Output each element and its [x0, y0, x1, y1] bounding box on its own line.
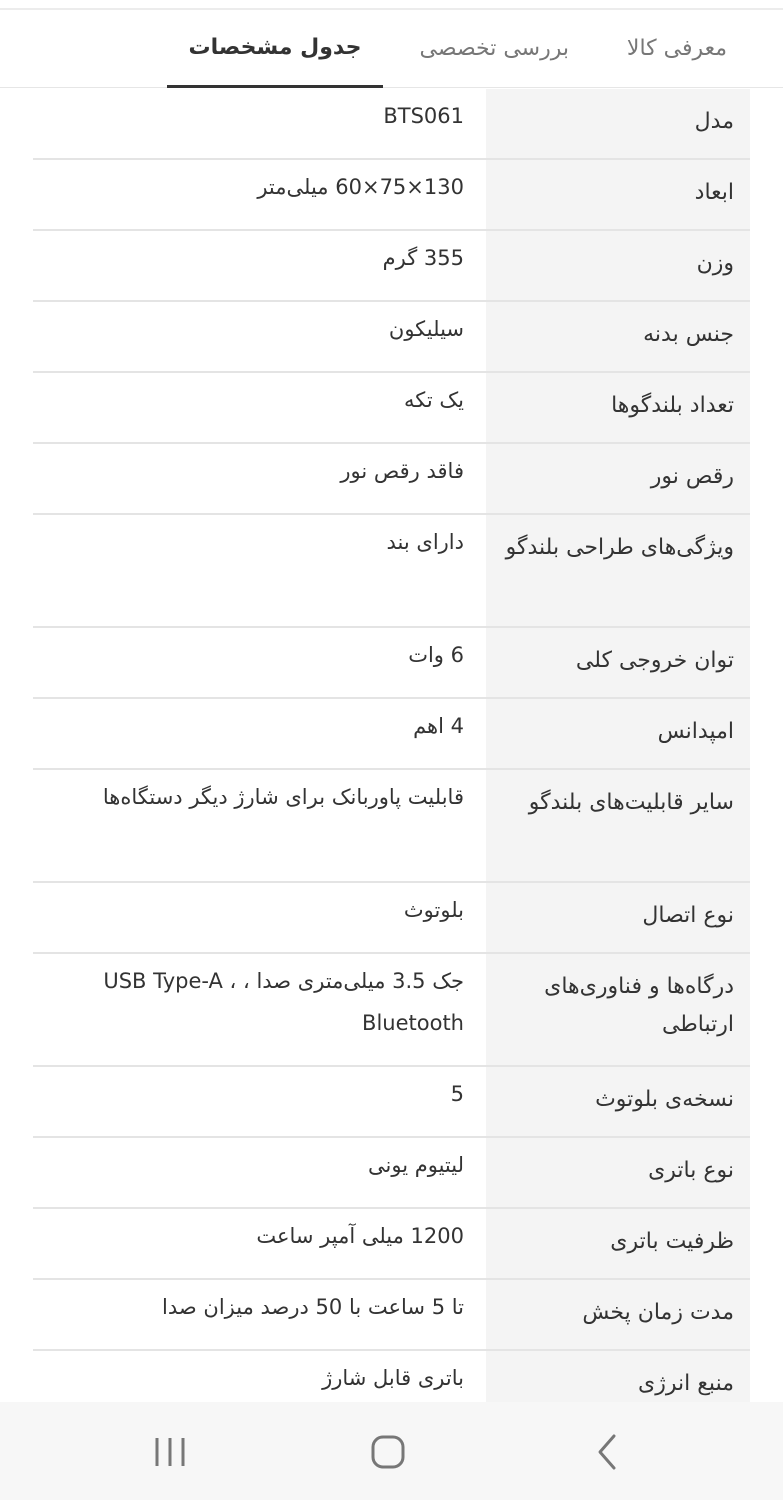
spec-label: ظرفیت باتری: [486, 1209, 750, 1278]
spec-row: [33, 1280, 750, 1351]
spec-label: توان خروجی کلی: [486, 628, 750, 697]
spec-value: تا 5 ساعت با 50 درصد میزان صدا: [162, 1295, 464, 1319]
spec-row: [33, 770, 750, 883]
spec-value: 4 اهم: [413, 714, 464, 738]
spec-label: سایر قابلیت‌های بلندگو: [486, 770, 750, 881]
spec-value: 5: [450, 1082, 464, 1106]
spec-row: [33, 444, 750, 515]
tab-bar: [0, 10, 783, 88]
spec-label: نسخه‌ی بلوتوث: [486, 1067, 750, 1136]
recent-apps-icon: [148, 1430, 192, 1474]
spec-row: [33, 160, 750, 231]
spec-row: [33, 231, 750, 302]
spec-table: [33, 89, 750, 1422]
home-icon: [366, 1430, 410, 1474]
back-button[interactable]: [586, 1430, 630, 1474]
tab-specifications[interactable]: جدول مشخصات: [167, 10, 383, 88]
spec-value: 1200 میلی آمپر ساعت: [256, 1224, 464, 1248]
spec-value: لیتیوم یونی: [368, 1153, 464, 1177]
spec-label: مدت زمان پخش: [486, 1280, 750, 1349]
spec-value: 355 گرم: [382, 246, 464, 270]
spec-row: [33, 699, 750, 770]
spec-value: یک تکه: [403, 388, 464, 412]
spec-value: دارای بند: [386, 530, 464, 554]
spec-label: درگاه‌ها و فناوری‌های ارتباطی: [486, 954, 750, 1065]
spec-label: مدل: [486, 89, 750, 158]
recent-apps-button[interactable]: [148, 1430, 192, 1474]
back-chevron-icon: [586, 1430, 630, 1474]
spec-label: نوع باتری: [486, 1138, 750, 1207]
home-button[interactable]: [366, 1430, 410, 1474]
spec-row: [33, 373, 750, 444]
spec-row: [33, 1067, 750, 1138]
spec-row: [33, 515, 750, 628]
spec-label: تعداد بلندگوها: [486, 373, 750, 442]
spec-label: نوع اتصال: [486, 883, 750, 952]
spec-value: 130×75×60 میلی‌متر: [257, 175, 464, 199]
spec-label: جنس بدنه: [486, 302, 750, 371]
spec-label: ویژگی‌های طراحی بلندگو: [486, 515, 750, 626]
spec-value: بلوتوث: [403, 898, 464, 922]
spec-label: ابعاد: [486, 160, 750, 229]
spec-value: جک 3.5 میلی‌متری صدا ، USB Type-A ، Bluetooth: [103, 969, 464, 1035]
spec-label: امپدانس: [486, 699, 750, 768]
spec-label: منبع انرژی: [486, 1351, 750, 1420]
spec-value: فاقد رقص نور: [340, 459, 464, 483]
spec-row: [33, 1138, 750, 1209]
spec-value: باتری قابل شارژ: [322, 1366, 464, 1390]
spec-row: [33, 628, 750, 699]
android-navigation-bar: [0, 1402, 783, 1500]
tab-product-intro[interactable]: معرفی کالا: [626, 36, 727, 61]
tab-expert-review[interactable]: بررسی تخصصی: [419, 36, 569, 61]
spec-value: قابلیت پاوربانک برای شارژ دیگر دستگاه‌ها: [102, 785, 464, 809]
spec-row: [33, 302, 750, 373]
spec-row: [33, 883, 750, 954]
spec-value: 6 وات: [408, 643, 464, 667]
spec-value: سیلیکون: [388, 317, 464, 341]
spec-label: وزن: [486, 231, 750, 300]
spec-label: رقص نور: [486, 444, 750, 513]
spec-row: [33, 954, 750, 1067]
spec-row: [33, 89, 750, 160]
spec-row: [33, 1209, 750, 1280]
spec-value: BTS061: [383, 104, 464, 128]
